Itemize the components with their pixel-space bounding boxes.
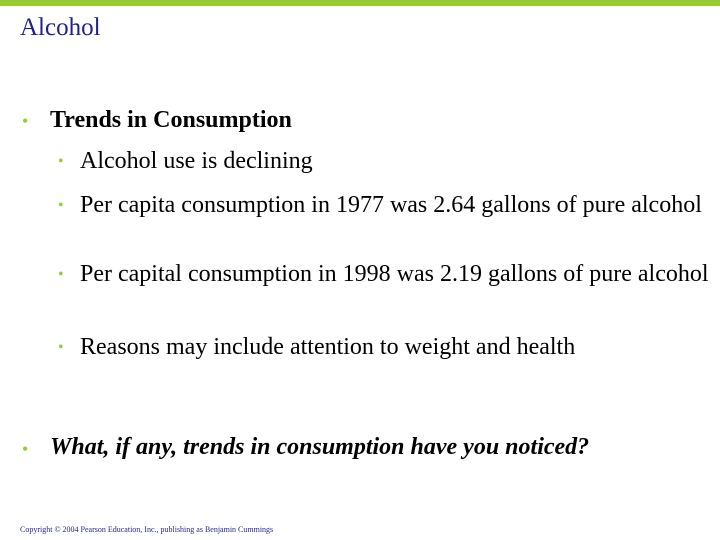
bullet-icon: • bbox=[22, 111, 29, 131]
bullet-icon: • bbox=[58, 197, 64, 214]
copyright-notice: Copyright © 2004 Pearson Education, Inc., publishing as Benjamin Cummings bbox=[20, 525, 274, 534]
bullet-icon: • bbox=[58, 153, 64, 170]
sub-bullet-text: Alcohol use is declining bbox=[80, 148, 313, 174]
sub-bullet-text: Per capita consumption in 1977 was 2.64 gallons of pure alcohol bbox=[80, 192, 702, 218]
main-bullet-text: Trends in Consumption bbox=[50, 107, 292, 133]
discussion-question: What, if any, trends in consumption have you noticed? bbox=[50, 434, 590, 460]
bullet-icon: • bbox=[58, 339, 64, 356]
bullet-icon: • bbox=[58, 266, 64, 283]
top-accent-bar bbox=[0, 0, 720, 6]
sub-bullet-text: Per capital consumption in 1998 was 2.19 gallons of pure alcohol bbox=[80, 261, 709, 287]
sub-bullet-text: Reasons may include attention to weight and health bbox=[80, 334, 576, 360]
bullet-icon: • bbox=[22, 439, 29, 459]
slide-title: Alcohol bbox=[20, 14, 101, 41]
